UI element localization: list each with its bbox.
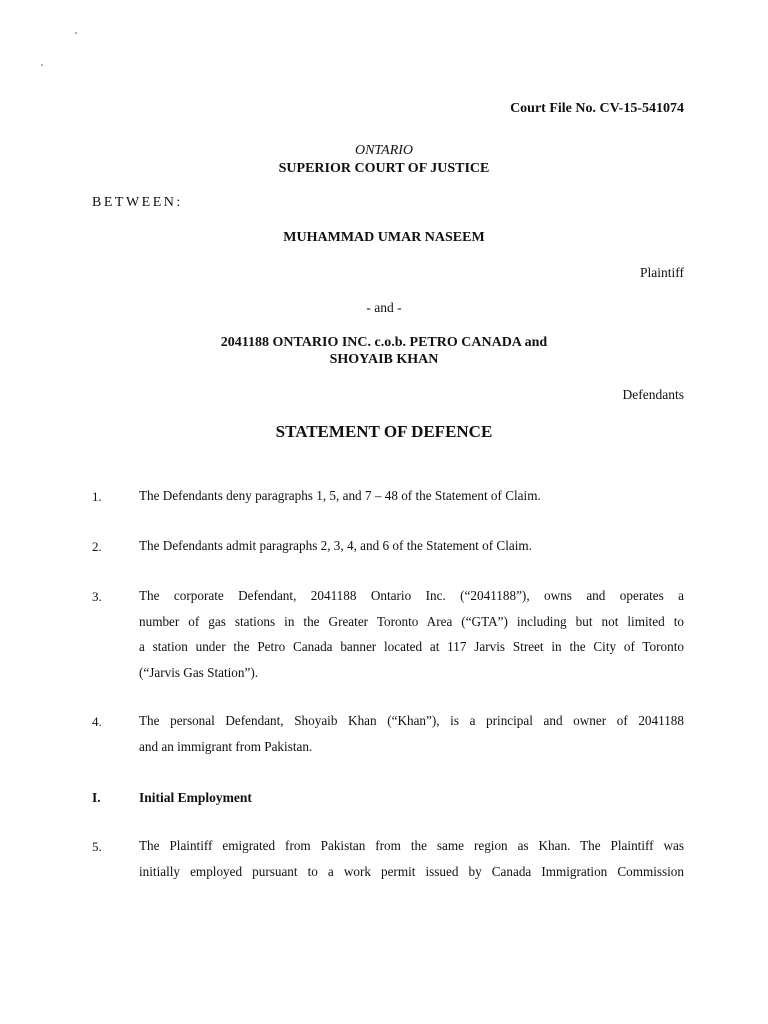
paragraph-number: 2.	[92, 539, 102, 554]
court-file-number: Court File No. CV-15-541074	[510, 101, 684, 116]
paragraph-number: 4.	[92, 714, 102, 729]
paragraph-number: 3.	[92, 589, 102, 604]
paragraph-3	[139, 583, 684, 685]
paragraph-line: The Defendants admit paragraphs 2, 3, 4, and 6 of the Statement of Claim.	[139, 538, 532, 553]
paragraph-line: The Plaintiff emigrated from Pakistan from the same region as Khan. The Plaintiff was	[139, 838, 684, 853]
scan-speck	[75, 32, 77, 34]
and-separator: - and -	[366, 300, 402, 315]
defendant-name-line2: SHOYAIB KHAN	[329, 352, 439, 367]
scan-speck	[41, 64, 43, 66]
between-label: BETWEEN:	[92, 195, 183, 210]
paragraph-5	[139, 833, 684, 884]
paragraph-4	[139, 708, 684, 759]
paragraph-line: number of gas stations in the Greater Toronto Area (“GTA”) including but not limited to	[139, 613, 684, 629]
plaintiff-name: MUHAMMAD UMAR NASEEM	[283, 230, 485, 245]
paragraph-1	[139, 483, 684, 509]
paragraph-number: 1.	[92, 489, 102, 504]
paragraph-line: (“Jarvis Gas Station”).	[139, 664, 259, 680]
paragraph-line: a station under the Petro Canada banner located at 117 Jarvis Street in the City of Toronto	[139, 639, 684, 654]
province-heading: ONTARIO	[354, 143, 414, 158]
paragraph-line: initially employed pursuant to a work permit issued by Canada Immigration Commission	[139, 863, 684, 879]
section-number: I.	[92, 790, 101, 805]
paragraph-line: and an immigrant from Pakistan.	[139, 738, 313, 754]
paragraph-line: The Defendants deny paragraphs 1, 5, and 7 – 48 of the Statement of Claim.	[139, 488, 541, 503]
court-name: SUPERIOR COURT OF JUSTICE	[278, 161, 490, 176]
section-heading: Initial Employment	[139, 790, 252, 805]
defendant-role: Defendants	[622, 387, 684, 402]
paragraph-line: The corporate Defendant, 2041188 Ontario Inc. (“2041188”), owns and operates a	[139, 588, 684, 603]
paragraph-line: The personal Defendant, Shoyaib Khan (“Khan”), is a principal and owner of 2041188	[139, 713, 684, 728]
paragraph-2	[139, 533, 684, 559]
plaintiff-role: Plaintiff	[639, 265, 684, 280]
document-title: STATEMENT OF DEFENCE	[275, 422, 493, 441]
defendant-name-line1: 2041188 ONTARIO INC. c.o.b. PETRO CANADA and	[220, 335, 548, 350]
paragraph-number: 5.	[92, 839, 102, 854]
